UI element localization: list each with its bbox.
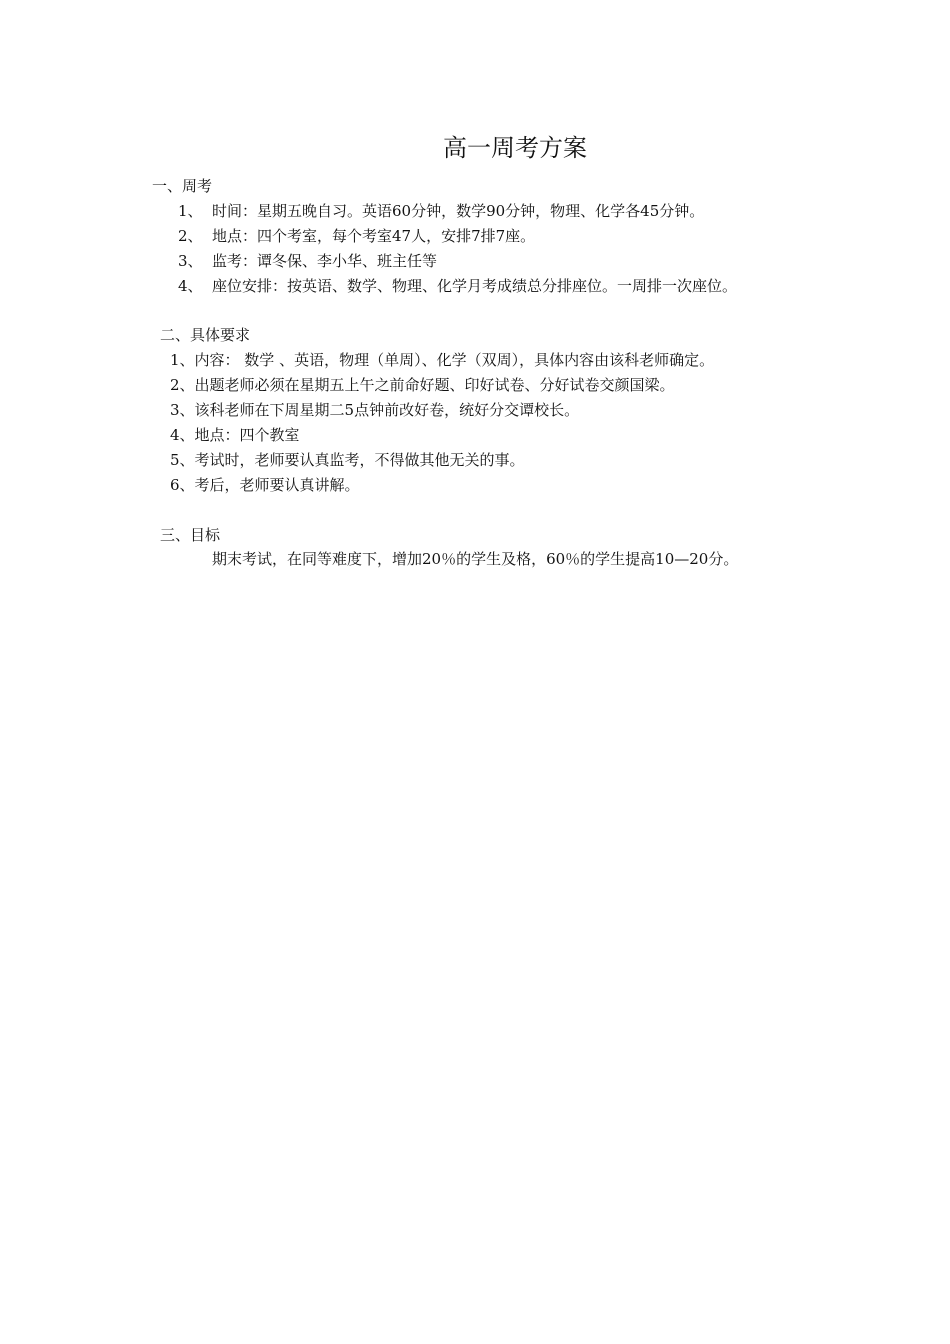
document-title: 高一周考方案 (443, 134, 587, 162)
section-2-item-4: 4、地点：四个教室 (170, 426, 300, 444)
item-number: 3、 (178, 252, 203, 270)
item-text: 地点：四个考室，每个考室47人，安排7排7座。 (212, 227, 536, 245)
section-1-item-4 (178, 276, 737, 296)
section-3-heading: 三、目标 (160, 526, 221, 544)
section-1-item-3 (178, 251, 437, 271)
section-2-item-5: 5、考试时，老师要认真监考，不得做其他无关的事。 (170, 451, 525, 469)
item-text: 座位安排：按英语、数学、物理、化学月考成绩总分排座位。一周排一次座位。 (212, 277, 738, 295)
section-1-item-1 (178, 201, 704, 221)
section-2-heading: 二、具体要求 (160, 326, 251, 344)
section-3-body: 期末考试，在同等难度下，增加20％的学生及格，60％的学生提高10—20分。 (212, 550, 739, 568)
section-1-heading: 一、周考 (152, 177, 213, 195)
section-2-item-3: 3、该科老师在下周星期二5点钟前改好卷，统好分交谭校长。 (170, 401, 580, 419)
item-text: 时间：星期五晚自习。英语60分钟，数学90分钟，物理、化学各45分钟。 (212, 202, 705, 220)
item-number: 4、 (178, 277, 203, 295)
item-number: 1、 (178, 202, 203, 220)
item-number: 2、 (178, 227, 203, 245)
item-text: 监考：谭冬保、李小华、班主任等 (212, 252, 438, 270)
section-2-item-2: 2、出题老师必须在星期五上午之前命好题、印好试卷、分好试卷交颜国梁。 (170, 376, 675, 394)
section-2-item-1: 1、内容： 数学 、英语，物理（单周）、化学（双周），具体内容由该科老师确定。 (170, 351, 715, 369)
section-2-item-6: 6、考后，老师要认真讲解。 (170, 476, 360, 494)
section-1-item-2 (178, 226, 535, 246)
